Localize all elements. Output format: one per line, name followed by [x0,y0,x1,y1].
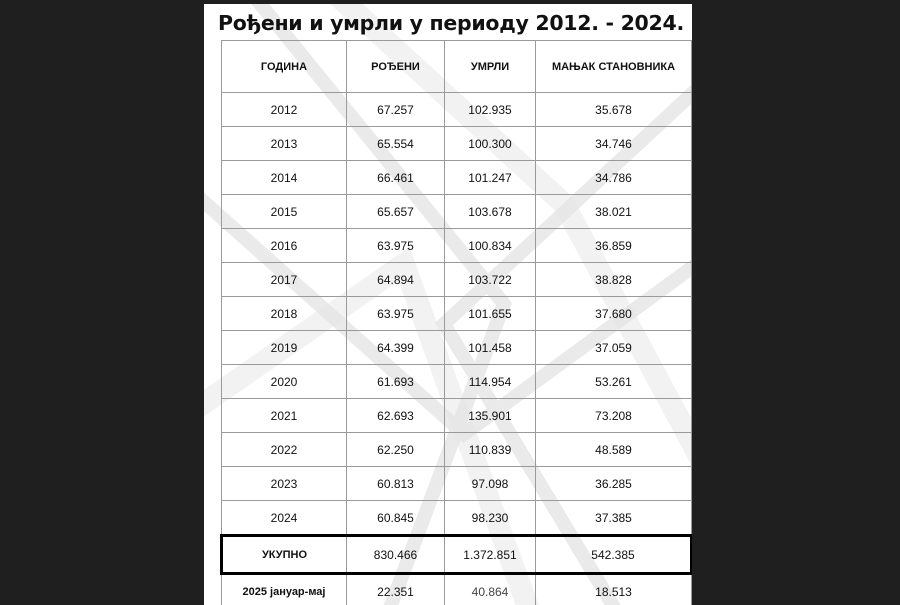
table-row [222,365,692,399]
table-row [222,399,692,433]
table-row [222,501,692,536]
cell-born: 62.250 [347,433,445,467]
cell-died: 103.678 [445,195,536,229]
cell-died: 40.864 [445,574,536,605]
column-header-born: РОЂЕНИ [347,41,445,93]
cell-died: 102.935 [445,93,536,127]
cell-born: 64.894 [347,263,445,297]
table-row [222,93,692,127]
page-title: Рођени и умрли у периоду 2012. - 2024. [218,11,684,35]
cell-born: 60.845 [347,501,445,536]
table-row [222,229,692,263]
cell-died: 135.901 [445,399,536,433]
cell-born: 63.975 [347,297,445,331]
document-page [204,4,692,605]
cell-born: 22.351 [347,574,445,605]
cell-year: 2014 [222,161,347,195]
cell-deficit: 34.746 [536,127,692,161]
cell-deficit: 36.285 [536,467,692,501]
cell-born: 63.975 [347,229,445,263]
cell-died: 100.834 [445,229,536,263]
cell-deficit: 36.859 [536,229,692,263]
cell-deficit: 34.786 [536,161,692,195]
cell-born: 61.693 [347,365,445,399]
cell-deficit: 37.385 [536,501,692,536]
cell-deficit: 18.513 [536,574,692,605]
table-row [222,195,692,229]
cell-died: 101.655 [445,297,536,331]
column-header-year: ГОДИНА [222,41,347,93]
total-row [222,536,692,574]
table-row [222,331,692,365]
cell-year: 2012 [222,93,347,127]
cell-born: 65.554 [347,127,445,161]
cell-born: 64.399 [347,331,445,365]
cell-year: 2015 [222,195,347,229]
cell-born: 66.461 [347,161,445,195]
cell-died: 97.098 [445,467,536,501]
cell-year: 2021 [222,399,347,433]
cell-deficit: 35.678 [536,93,692,127]
cell-born: 65.657 [347,195,445,229]
cell-deficit: 37.680 [536,297,692,331]
cell-died: 101.247 [445,161,536,195]
cell-born: 60.813 [347,467,445,501]
table-row [222,467,692,501]
cell-born: 62.693 [347,399,445,433]
cell-died: 101.458 [445,331,536,365]
cell-died: 103.722 [445,263,536,297]
cell-year: 2023 [222,467,347,501]
cell-year: 2020 [222,365,347,399]
column-header-died: УМРЛИ [445,41,536,93]
cell-deficit: 73.208 [536,399,692,433]
cell-deficit: 53.261 [536,365,692,399]
cell-died: 98.230 [445,501,536,536]
cell-total-label: УКУПНО [222,536,347,574]
table-row [222,433,692,467]
cell-year: 2017 [222,263,347,297]
cell-died: 110.839 [445,433,536,467]
table-row [222,297,692,331]
cell-year: 2024 [222,501,347,536]
table-row [222,161,692,195]
cell-deficit: 38.828 [536,263,692,297]
cell-deficit: 38.021 [536,195,692,229]
cell-total-died: 1.372.851 [445,536,536,574]
cell-born: 67.257 [347,93,445,127]
cell-year: 2013 [222,127,347,161]
cell-year: 2019 [222,331,347,365]
column-header-deficit: МАЊАК СТАНОВНИКА [536,41,692,93]
cell-deficit: 37.059 [536,331,692,365]
cell-year: 2016 [222,229,347,263]
table-row [222,263,692,297]
partial-year-row [222,574,692,605]
cell-year: 2022 [222,433,347,467]
cell-period: 2025 јануар-мај [222,574,347,605]
table-row [222,127,692,161]
table-header-row [222,41,692,93]
cell-died: 114.954 [445,365,536,399]
cell-total-born: 830.466 [347,536,445,574]
births-deaths-table [220,40,692,605]
cell-year: 2018 [222,297,347,331]
cell-died: 100.300 [445,127,536,161]
cell-total-deficit: 542.385 [536,536,692,574]
cell-deficit: 48.589 [536,433,692,467]
